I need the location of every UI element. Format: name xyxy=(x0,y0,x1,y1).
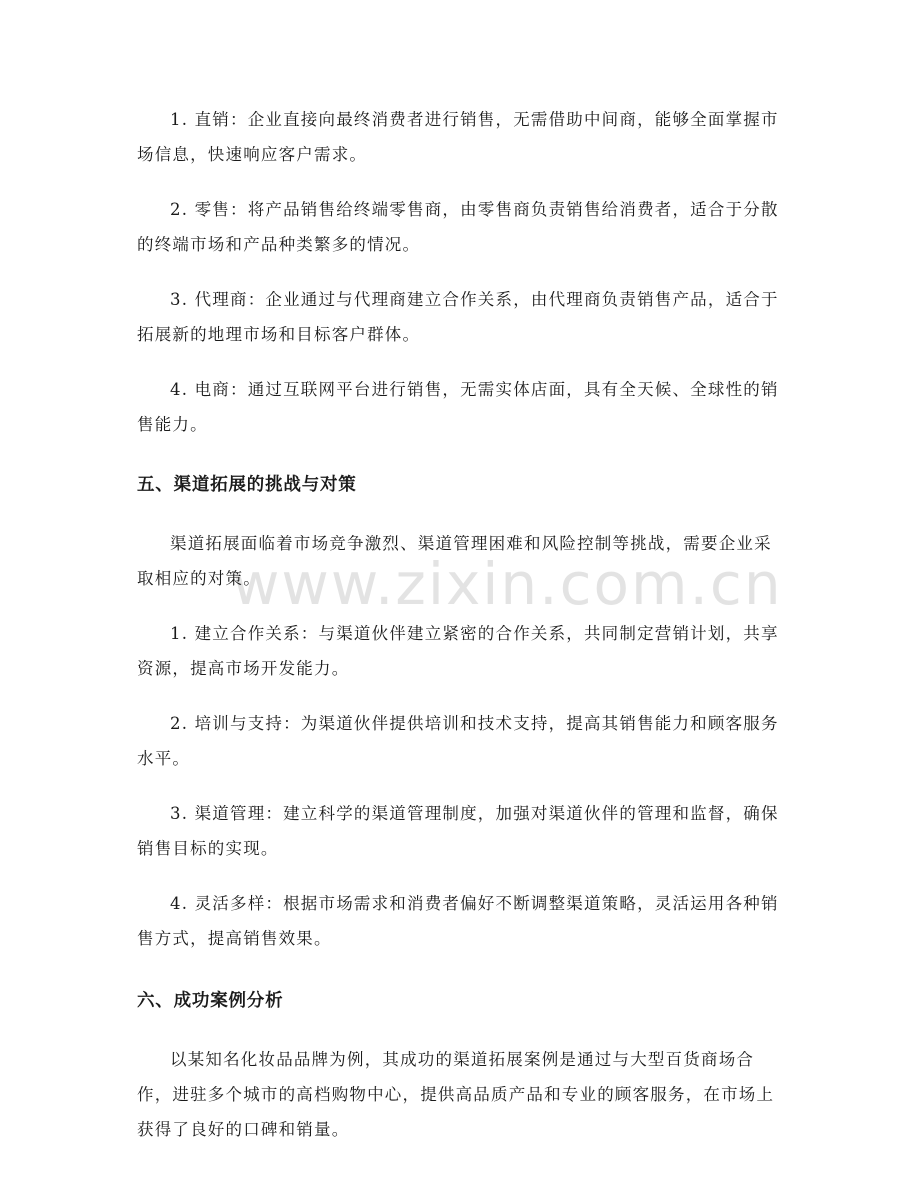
section6-heading: 六、成功案例分析 xyxy=(137,991,284,1011)
section6-body: 以某知名化妆品品牌为例，其成功的渠道拓展案例是通过与大型百货商场合作，进驻多个城市的高档购物中心，提供高品质产品和专业的顾客服务，在市场上获得了良好的口碑和销量。 xyxy=(137,1050,775,1139)
document-body xyxy=(137,102,787,1167)
section5-item-partnership: 1. 建立合作关系：与渠道伙伴建立紧密的合作关系，共同制定营销计划，共享资源，提高市场开发能力。 xyxy=(137,624,779,678)
watermark: www.zixin.com.cn xyxy=(232,550,783,618)
section5-item-management: 3. 渠道管理：建立科学的渠道管理制度，加强对渠道伙伴的管理和监督，确保销售目标的实现。 xyxy=(137,804,779,858)
section4-item-retail: 2. 零售：将产品销售给终端零售商，由零售商负责销售给消费者，适合于分散的终端市场和产品种类繁多的情况。 xyxy=(137,200,779,254)
section5-item-training: 2. 培训与支持：为渠道伙伴提供培训和技术支持，提高其销售能力和顾客服务水平。 xyxy=(137,714,779,768)
section5-item-flexibility: 4. 灵活多样：根据市场需求和消费者偏好不断调整渠道策略，灵活运用各种销售方式，提高销售效果。 xyxy=(137,894,779,948)
section4-item-ecommerce: 4. 电商：通过互联网平台进行销售，无需实体店面，具有全天候、全球性的销售能力。 xyxy=(137,380,779,434)
section5-heading: 五、渠道拓展的挑战与对策 xyxy=(137,475,357,495)
section4-item-agent: 3. 代理商：企业通过与代理商建立合作关系，由代理商负责销售产品，适合于拓展新的地理市场和目标客户群体。 xyxy=(137,290,779,344)
section4-item-direct-sales: 1. 直销：企业直接向最终消费者进行销售，无需借助中间商，能够全面掌握市场信息，快速响应客户需求。 xyxy=(137,110,779,164)
section5-intro: 渠道拓展面临着市场竞争激烈、渠道管理困难和风险控制等挑战，需要企业采取相应的对策。 xyxy=(137,534,772,588)
